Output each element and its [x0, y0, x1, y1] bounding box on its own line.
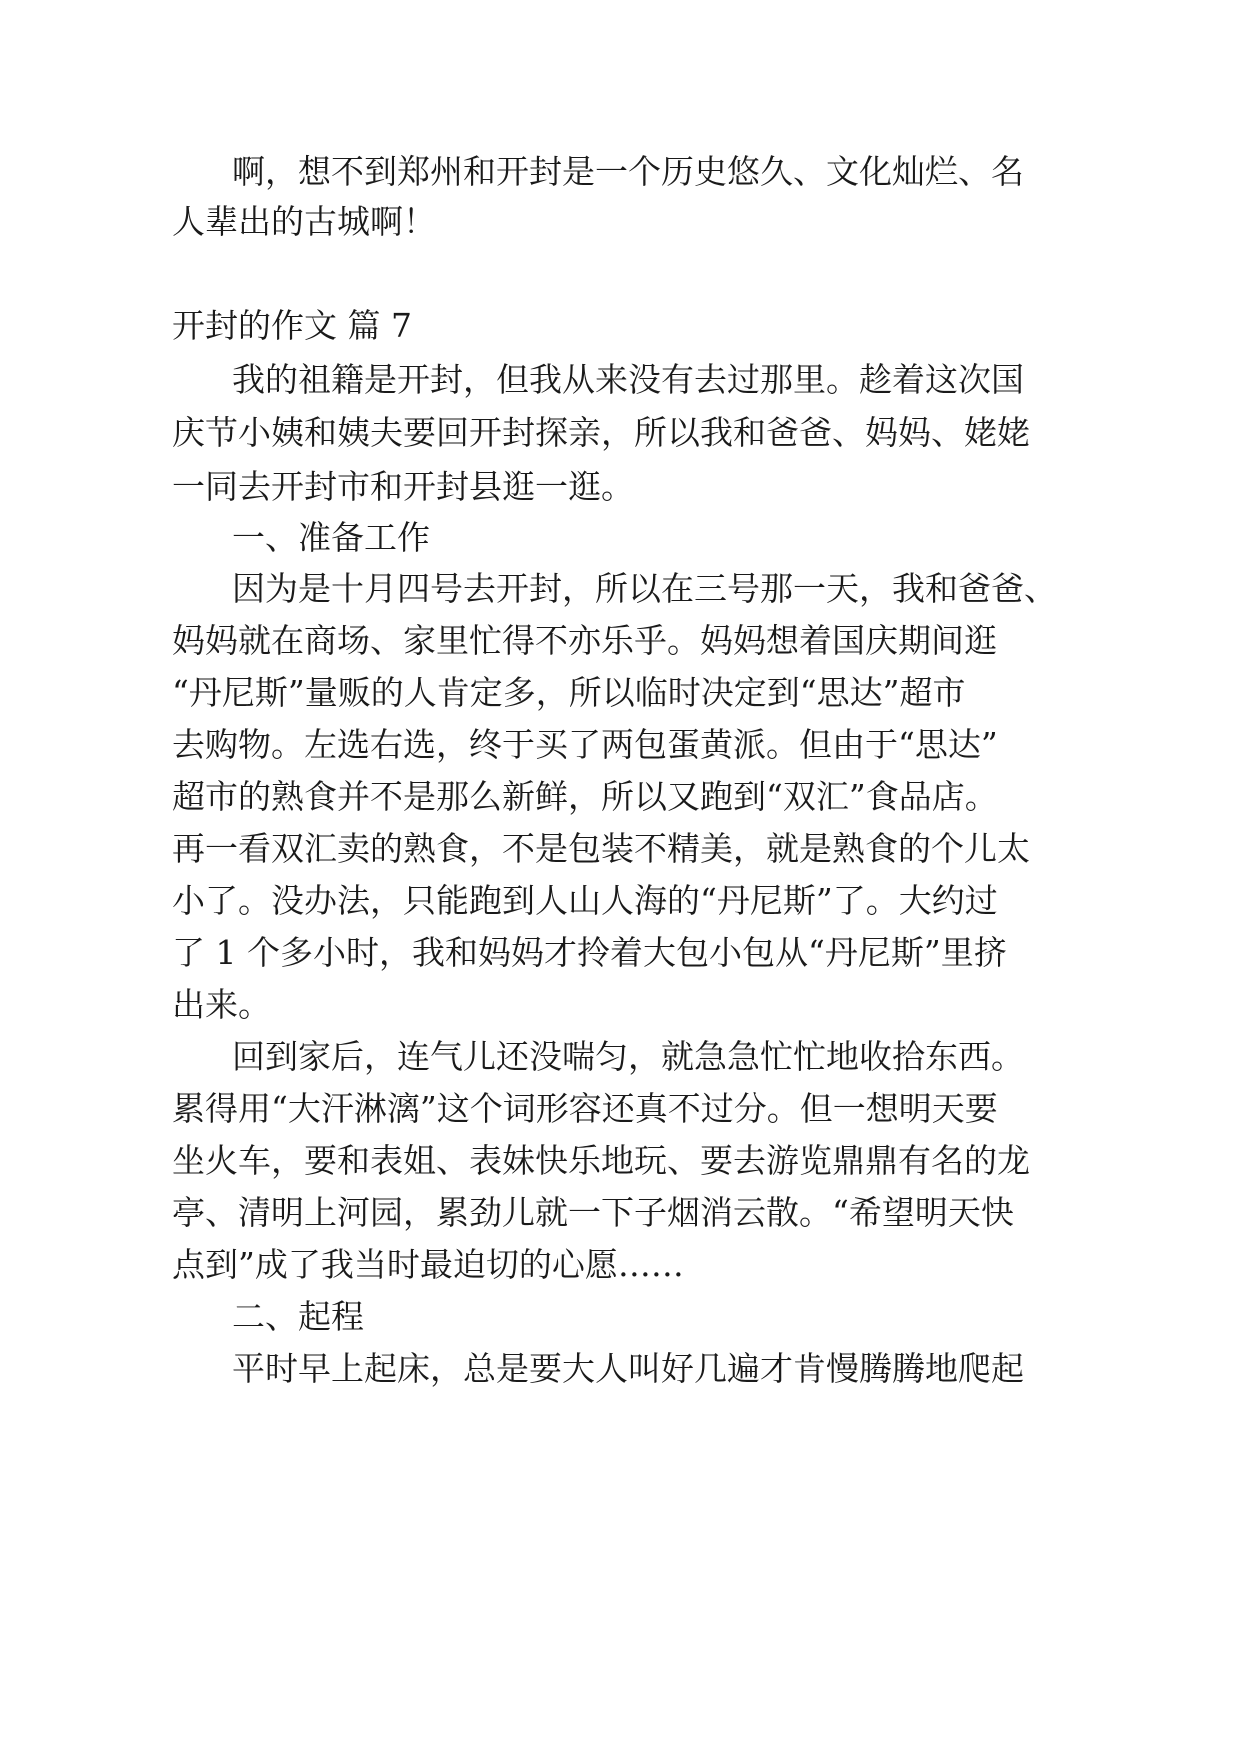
paragraph-line: 我的祖籍是开封，但我从来没有去过那里。趁着这次国 — [232, 360, 1024, 399]
paragraph-line: 回到家后，连气儿还没喘匀，就急急忙忙地收拾东西。 — [232, 1037, 1024, 1076]
paragraph-line: 去购物。左选右选，终于买了两包蛋黄派。但由于“思达” — [172, 725, 998, 764]
paragraph-line: 出来。 — [172, 985, 271, 1024]
paragraph-line: 坐火车，要和表姐、表妹快乐地玩、要去游览鼎鼎有名的龙 — [172, 1141, 1030, 1180]
paragraph-line: 妈妈就在商场、家里忙得不亦乐乎。妈妈想着国庆期间逛 — [172, 621, 997, 660]
paragraph-line: 一同去开封市和开封县逛一逛。 — [172, 467, 634, 506]
paragraph-line: 亭、清明上河园，累劲儿就一下子烟消云散。“希望明天快 — [172, 1193, 1014, 1232]
paragraph-line: 人辈出的古城啊！ — [172, 202, 436, 241]
section-heading: 二、起程 — [232, 1297, 364, 1336]
paragraph-line: 了 1 个多小时，我和妈妈才拎着大包小包从“丹尼斯”里挤 — [172, 933, 1007, 972]
paragraph-line: 平时早上起床，总是要大人叫好几遍才肯慢腾腾地爬起 — [232, 1349, 1024, 1388]
paragraph-line: 小了。没办法，只能跑到人山人海的“丹尼斯”了。大约过 — [172, 881, 998, 920]
paragraph-line: 庆节小姨和姨夫要回开封探亲，所以我和爸爸、妈妈、姥姥 — [172, 413, 1030, 452]
paragraph-line: 累得用“大汗淋漓”这个词形容还真不过分。但一想明天要 — [172, 1089, 998, 1128]
paragraph-line: 再一看双汇卖的熟食，不是包装不精美，就是熟食的个儿太 — [172, 829, 1030, 868]
paragraph-line: 点到”成了我当时最迫切的心愿…… — [172, 1245, 684, 1284]
section-title: 开封的作文 篇 7 — [172, 306, 412, 345]
paragraph-line: 超市的熟食并不是那么新鲜，所以又跑到“双汇”食品店。 — [172, 777, 998, 816]
section-heading: 一、准备工作 — [232, 518, 430, 557]
paragraph-line: “丹尼斯”量贩的人肯定多，所以临时决定到“思达”超市 — [172, 673, 966, 712]
paragraph-line: 因为是十月四号去开封，所以在三号那一天，我和爸爸、 — [232, 569, 1057, 608]
paragraph-line: 啊，想不到郑州和开封是一个历史悠久、文化灿烂、名 — [232, 152, 1024, 191]
